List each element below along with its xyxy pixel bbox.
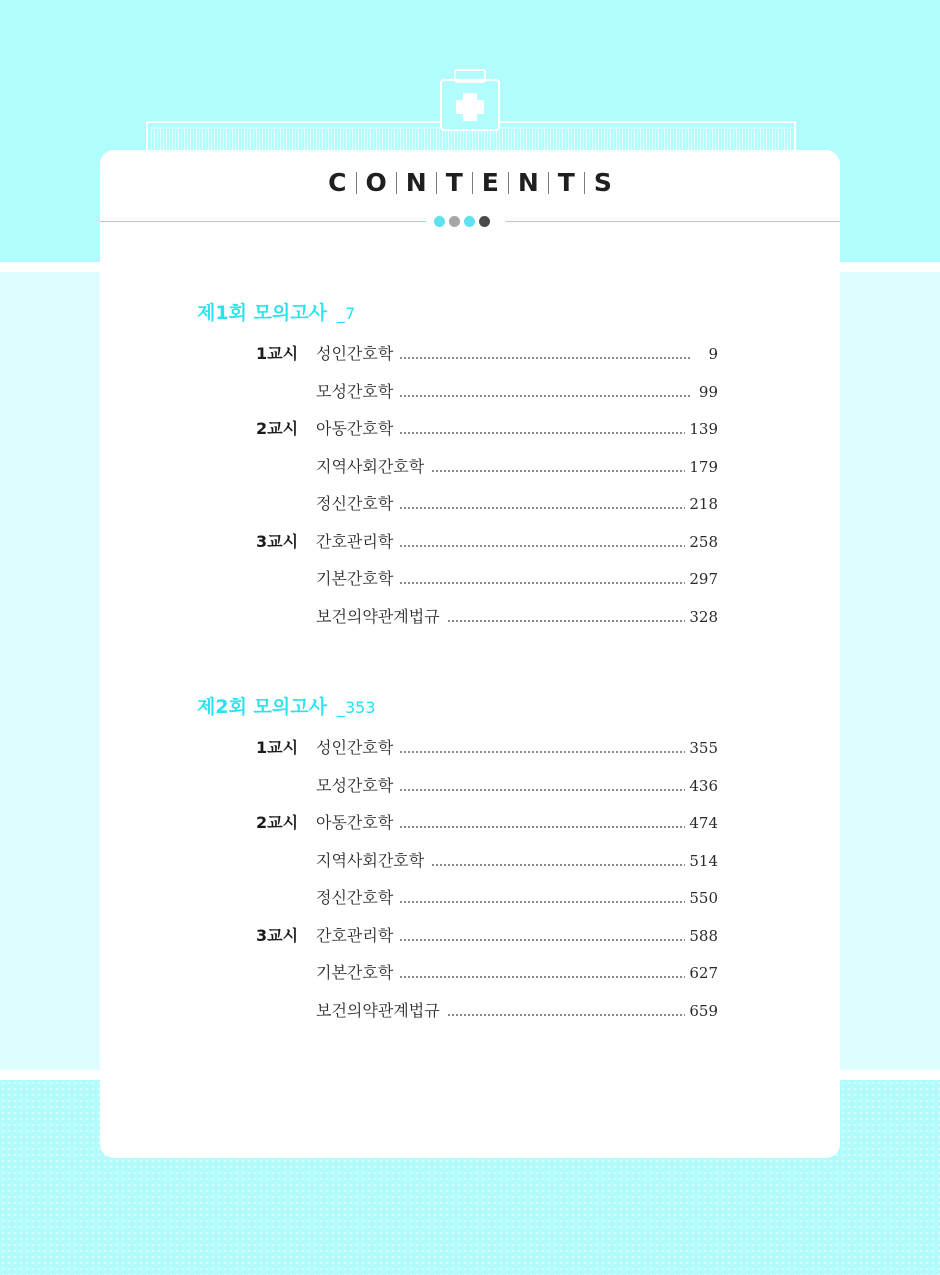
decorative-dot: [479, 216, 490, 227]
subject-label: 기본간호학: [316, 962, 399, 984]
page-number: 627: [685, 962, 718, 984]
title-letter: N: [517, 168, 539, 197]
page-number: 99: [695, 381, 718, 403]
subject-label: 모성간호학: [316, 381, 399, 403]
subject-label: 아동간호학: [316, 418, 399, 440]
page-number: 9: [704, 343, 718, 365]
page-number: 139: [685, 418, 718, 440]
subject-label: 보건의약관계법규: [316, 1000, 446, 1022]
title-rule: [506, 221, 840, 222]
toc-entry[interactable]: [0, 568, 940, 592]
title-letter: S: [593, 168, 612, 197]
title-letter: T: [557, 168, 575, 197]
toc-entry[interactable]: [0, 775, 940, 799]
section-title: [197, 692, 376, 719]
page-number: 258: [685, 531, 718, 553]
page-number: 436: [685, 775, 718, 797]
page-title: [0, 168, 940, 197]
page-number: 588: [685, 925, 718, 947]
section-page: _353: [336, 698, 376, 717]
page-number: 355: [685, 737, 718, 759]
page-number: 328: [685, 606, 718, 628]
toc-entry[interactable]: [0, 812, 940, 836]
subject-label: 지역사회간호학: [316, 456, 430, 478]
title-letter: T: [445, 168, 463, 197]
toc-entry[interactable]: [0, 381, 940, 405]
subject-label: 기본간호학: [316, 568, 399, 590]
page-number: 514: [685, 850, 718, 872]
section-title: [197, 298, 355, 325]
title-letter: N: [405, 168, 427, 197]
period-label: 3교시: [256, 925, 299, 945]
period-label: 1교시: [256, 738, 299, 757]
title-letter: E: [481, 168, 499, 197]
page-number: 179: [685, 456, 718, 478]
period-label: 3교시: [256, 531, 299, 551]
toc-entry[interactable]: [0, 418, 940, 442]
page-number: 659: [685, 1000, 718, 1022]
section-title-text: 제1회 모의고사: [197, 302, 327, 324]
toc-entry[interactable]: [0, 962, 940, 986]
section-page: _7: [336, 304, 356, 323]
title-letter: O: [365, 168, 387, 197]
period-label: 1교시: [256, 344, 299, 363]
subject-label: 간호관리학: [316, 531, 399, 553]
toc-entry[interactable]: [0, 1000, 940, 1024]
subject-label: 성인간호학: [316, 343, 399, 365]
page-number: 218: [685, 493, 718, 515]
toc-entry[interactable]: [0, 531, 940, 555]
page-number: 474: [685, 812, 718, 834]
period-label: 2교시: [256, 813, 299, 832]
toc-entry[interactable]: [0, 737, 940, 761]
period-label: 2교시: [256, 419, 299, 438]
toc-entry[interactable]: [0, 925, 940, 949]
toc-entry[interactable]: [0, 887, 940, 911]
subject-label: 정신간호학: [316, 493, 399, 515]
toc-entry[interactable]: [0, 850, 940, 874]
subject-label: 지역사회간호학: [316, 850, 430, 872]
subject-label: 정신간호학: [316, 887, 399, 909]
subject-label: 아동간호학: [316, 812, 399, 834]
decorative-dot: [449, 216, 460, 227]
medical-kit-icon: [145, 68, 797, 152]
toc-entry[interactable]: [0, 456, 940, 480]
page-number: 550: [685, 887, 718, 909]
decorative-dots: [434, 216, 500, 228]
section-title-text: 제2회 모의고사: [197, 696, 327, 718]
page-number: 297: [685, 568, 718, 590]
title-rule: [100, 221, 426, 222]
subject-label: 보건의약관계법규: [316, 606, 446, 628]
toc-entry[interactable]: [0, 493, 940, 517]
toc-entry[interactable]: [0, 606, 940, 630]
subject-label: 모성간호학: [316, 775, 399, 797]
decorative-dot: [434, 216, 445, 227]
subject-label: 성인간호학: [316, 737, 399, 759]
decorative-dot: [464, 216, 475, 227]
title-letter: C: [328, 168, 347, 197]
toc-entry[interactable]: [0, 343, 940, 367]
subject-label: 간호관리학: [316, 925, 399, 947]
